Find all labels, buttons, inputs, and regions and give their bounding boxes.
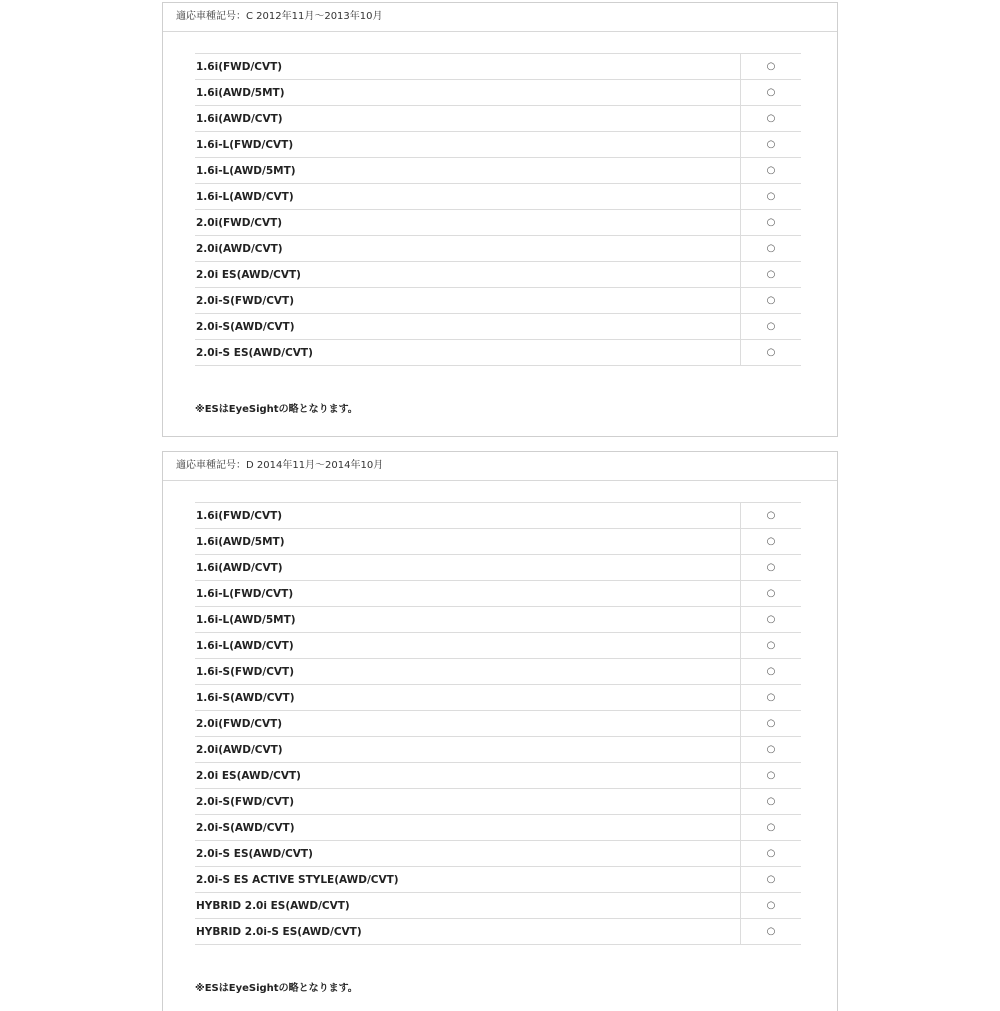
table-row	[195, 815, 801, 841]
compatibility-table	[195, 53, 801, 366]
model-name: 2.0i-S(FWD/CVT)	[195, 789, 741, 815]
model-name: 1.6i-L(AWD/CVT)	[195, 184, 741, 210]
table-row	[195, 236, 801, 262]
compatible-mark: ○	[741, 711, 802, 737]
table-row	[195, 893, 801, 919]
model-name: 1.6i-L(AWD/5MT)	[195, 158, 741, 184]
compatible-mark: ○	[741, 841, 802, 867]
compatibility-panel	[162, 2, 838, 437]
model-name: 2.0i-S(FWD/CVT)	[195, 288, 741, 314]
table-row	[195, 607, 801, 633]
model-name: 1.6i-L(FWD/CVT)	[195, 132, 741, 158]
model-name: 2.0i(AWD/CVT)	[195, 737, 741, 763]
model-name: 2.0i ES(AWD/CVT)	[195, 262, 741, 288]
model-name: 2.0i(AWD/CVT)	[195, 236, 741, 262]
panel-header: 適応車種記号：C 2012年11月～2013年10月	[163, 3, 837, 32]
model-name: 2.0i ES(AWD/CVT)	[195, 763, 741, 789]
model-name: 1.6i-L(AWD/5MT)	[195, 607, 741, 633]
model-name: 1.6i(AWD/5MT)	[195, 529, 741, 555]
model-name: 2.0i-S ES(AWD/CVT)	[195, 340, 741, 366]
compatible-mark: ○	[741, 529, 802, 555]
table-row	[195, 132, 801, 158]
table-row	[195, 184, 801, 210]
table-row	[195, 288, 801, 314]
table-row	[195, 737, 801, 763]
model-name: HYBRID 2.0i-S ES(AWD/CVT)	[195, 919, 741, 945]
model-name: 1.6i(AWD/5MT)	[195, 80, 741, 106]
model-name: 1.6i-L(FWD/CVT)	[195, 581, 741, 607]
compatible-mark: ○	[741, 503, 802, 529]
table-row	[195, 54, 801, 80]
compatible-mark: ○	[741, 184, 802, 210]
model-name: 2.0i(FWD/CVT)	[195, 711, 741, 737]
table-row	[195, 210, 801, 236]
table-row	[195, 340, 801, 366]
table-row	[195, 659, 801, 685]
compatible-mark: ○	[741, 763, 802, 789]
model-name: 1.6i-S(AWD/CVT)	[195, 685, 741, 711]
model-name: 1.6i-L(AWD/CVT)	[195, 633, 741, 659]
table-row	[195, 685, 801, 711]
model-name: 2.0i-S ES(AWD/CVT)	[195, 841, 741, 867]
compatible-mark: ○	[741, 633, 802, 659]
compatible-mark: ○	[741, 340, 802, 366]
compatible-mark: ○	[741, 158, 802, 184]
compatible-mark: ○	[741, 815, 802, 841]
compatible-mark: ○	[741, 893, 802, 919]
table-row	[195, 841, 801, 867]
table-row	[195, 314, 801, 340]
compatible-mark: ○	[741, 54, 802, 80]
compatible-mark: ○	[741, 262, 802, 288]
model-name: 1.6i(AWD/CVT)	[195, 106, 741, 132]
table-row	[195, 867, 801, 893]
table-row	[195, 503, 801, 529]
model-name: 1.6i(FWD/CVT)	[195, 54, 741, 80]
compatibility-table	[195, 502, 801, 945]
compatible-mark: ○	[741, 737, 802, 763]
table-row	[195, 106, 801, 132]
table-row	[195, 555, 801, 581]
compatible-mark: ○	[741, 236, 802, 262]
model-name: HYBRID 2.0i ES(AWD/CVT)	[195, 893, 741, 919]
compatible-mark: ○	[741, 607, 802, 633]
compatible-mark: ○	[741, 106, 802, 132]
compatible-mark: ○	[741, 789, 802, 815]
table-row	[195, 711, 801, 737]
table-row	[195, 529, 801, 555]
compatible-mark: ○	[741, 867, 802, 893]
model-name: 2.0i(FWD/CVT)	[195, 210, 741, 236]
table-row	[195, 763, 801, 789]
model-name: 1.6i(FWD/CVT)	[195, 503, 741, 529]
compatible-mark: ○	[741, 685, 802, 711]
table-row	[195, 633, 801, 659]
compatible-mark: ○	[741, 210, 802, 236]
compatible-mark: ○	[741, 581, 802, 607]
table-row	[195, 80, 801, 106]
table-row	[195, 919, 801, 945]
compatible-mark: ○	[741, 288, 802, 314]
table-row	[195, 158, 801, 184]
model-name: 1.6i(AWD/CVT)	[195, 555, 741, 581]
model-name: 2.0i-S(AWD/CVT)	[195, 314, 741, 340]
eyesight-note: ※ESはEyeSightの略となります。	[195, 983, 358, 994]
compatible-mark: ○	[741, 132, 802, 158]
compatible-mark: ○	[741, 919, 802, 945]
table-row	[195, 581, 801, 607]
panel-header: 適応車種記号：D 2014年11月～2014年10月	[163, 452, 837, 481]
eyesight-note: ※ESはEyeSightの略となります。	[195, 404, 358, 415]
compatibility-panel	[162, 451, 838, 1011]
table-row	[195, 789, 801, 815]
table-row	[195, 262, 801, 288]
model-name: 2.0i-S(AWD/CVT)	[195, 815, 741, 841]
model-name: 2.0i-S ES ACTIVE STYLE(AWD/CVT)	[195, 867, 741, 893]
compatible-mark: ○	[741, 80, 802, 106]
model-name: 1.6i-S(FWD/CVT)	[195, 659, 741, 685]
compatible-mark: ○	[741, 659, 802, 685]
compatible-mark: ○	[741, 314, 802, 340]
compatible-mark: ○	[741, 555, 802, 581]
